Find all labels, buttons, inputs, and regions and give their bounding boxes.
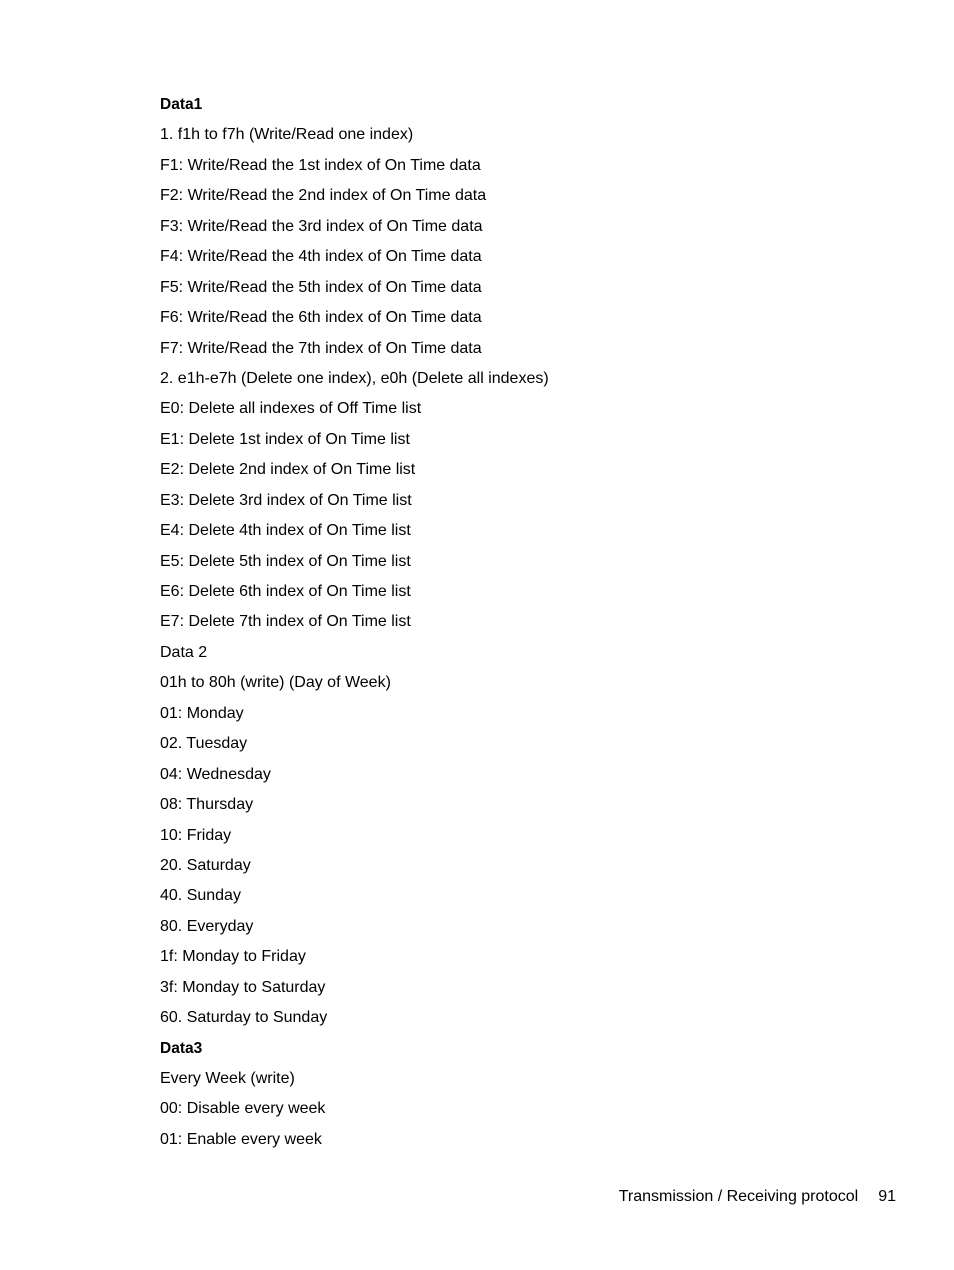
- data2-line: 02. Tuesday: [160, 735, 248, 753]
- data1-line: E0: Delete all indexes of Off Time list: [160, 400, 422, 418]
- data1-line: E5: Delete 5th index of On Time list: [160, 552, 411, 570]
- data1-line: F2: Write/Read the 2nd index of On Time data: [160, 187, 487, 205]
- data2-line: 10: Friday: [160, 826, 232, 844]
- data2-line: 01: Monday: [160, 704, 244, 722]
- page-footer: [619, 1188, 896, 1206]
- data3-line: 01: Enable every week: [160, 1130, 322, 1148]
- footer-section-title: Transmission / Receiving protocol: [618, 1188, 859, 1205]
- data2-line: 60. Saturday to Sunday: [160, 1009, 328, 1027]
- data2-line: 80. Everyday: [160, 917, 254, 935]
- data2-line: 1f: Monday to Friday: [160, 948, 306, 966]
- data3-line: 00: Disable every week: [160, 1100, 326, 1118]
- data1-line: F6: Write/Read the 6th index of On Time data: [160, 309, 482, 327]
- data1-line: E1: Delete 1st index of On Time list: [160, 430, 410, 448]
- page-number: 91: [878, 1188, 896, 1205]
- data3-heading: Data3: [160, 1039, 203, 1057]
- data1-line: E3: Delete 3rd index of On Time list: [160, 491, 412, 509]
- data1-line: 1. f1h to f7h (Write/Read one index): [160, 126, 414, 144]
- data2-line: 08: Thursday: [160, 796, 254, 814]
- data1-line: 2. e1h-e7h (Delete one index), e0h (Delete all indexes): [160, 369, 549, 387]
- data2-heading: Data 2: [160, 643, 208, 661]
- data2-line: 40. Sunday: [160, 887, 241, 905]
- page-content: [160, 90, 860, 1155]
- data1-line: E6: Delete 6th index of On Time list: [160, 583, 411, 600]
- data1-line: E2: Delete 2nd index of On Time list: [160, 461, 416, 479]
- data2-line: 04: Wednesday: [160, 765, 271, 783]
- data2-line: 3f: Monday to Saturday: [160, 978, 326, 996]
- data1-line: F1: Write/Read the 1st index of On Time data: [160, 156, 481, 174]
- data1-line: E7: Delete 7th index of On Time list: [160, 613, 411, 631]
- data1-heading: Data1: [160, 96, 203, 113]
- data2-line: 20. Saturday: [160, 856, 251, 874]
- data2-line: 01h to 80h (write) (Day of Week): [160, 674, 391, 692]
- data1-line: F5: Write/Read the 5th index of On Time data: [160, 278, 482, 296]
- data3-line: Every Week (write): [160, 1070, 295, 1087]
- data1-line: F3: Write/Read the 3rd index of On Time data: [160, 217, 483, 235]
- data1-line: F7: Write/Read the 7th index of On Time data: [160, 339, 482, 357]
- data1-line: E4: Delete 4th index of On Time list: [160, 522, 411, 540]
- data1-line: F4: Write/Read the 4th index of On Time data: [160, 248, 482, 266]
